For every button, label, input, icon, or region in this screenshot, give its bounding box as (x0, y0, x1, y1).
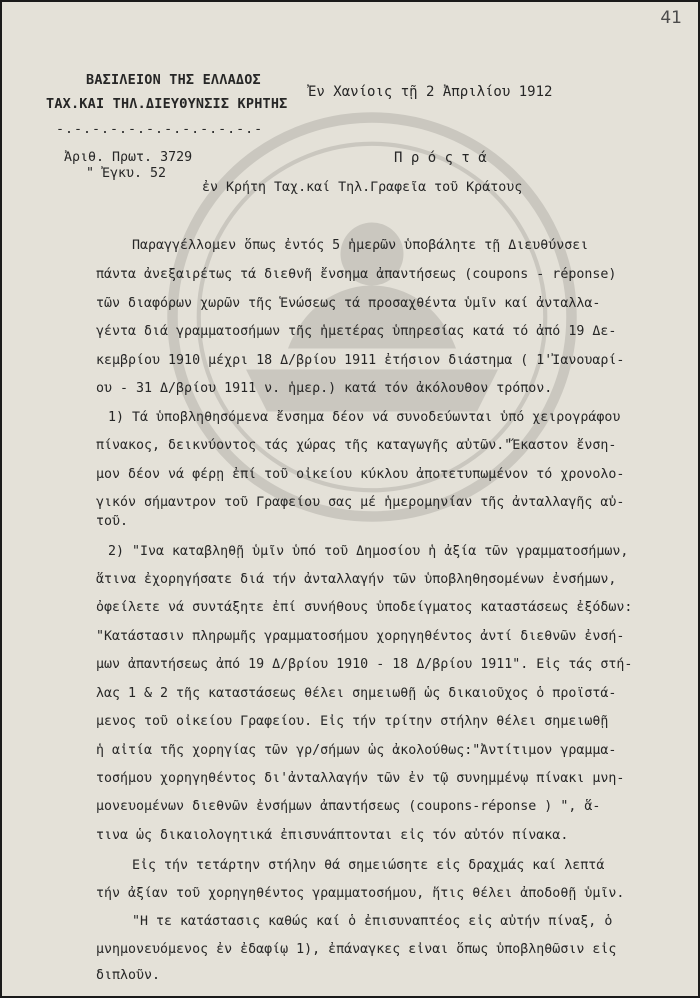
org-name: ΒΑΣΙΛΕΙΟΝ ΤΗΣ ΕΛΛΑΔΟΣ (86, 72, 261, 88)
body-line: πάντα ἀνεξαιρέτως τά διεθνῆ ἔνσημα ἀπαντήσεως (coupons - réponse) (96, 267, 617, 282)
body-line: τοσήμου χορηγηθέντος δι'ἀνταλλαγήν τῶν ἐν τῷ συνημμένῳ πίνακι μνη- (96, 771, 625, 786)
recipient-label: Π ρ ό ς τ ά (394, 150, 487, 166)
body-line: μον δέον νά φέρῃ ἐπί τοῦ οἰκείου κύκλου ἀποτετυπωμένον τό χρονολο- (96, 467, 625, 482)
body-line: ἡ αἰτία τῆς χορηγίας τῶν γρ/σήμων ὡς ἀκολούθως:"Ἀντίτιμον γραμμα- (96, 743, 617, 758)
body-line: τοῦ. (96, 514, 129, 529)
org-department: ΤΑΧ.ΚΑΙ ΤΗΛ.ΔΙΕΥΘΥΝΣΙΣ ΚΡΗΤΗΣ (46, 96, 288, 112)
recipient-line: ἐν Κρήτη Ταχ.καί Τηλ.Γραφεῖα τοῦ Κράτους (202, 180, 523, 195)
watermark-emblem (162, 107, 582, 527)
body-line: μων ἀπαντήσεως ἀπό 19 Δ/βρίου 1910 - 18 Δ/βρίου 1911". Εἰς τάς στή- (96, 657, 633, 672)
body-line: ἅτινα ἐχορηγήσατε διά τήν ἀνταλλαγήν τῶν ὑποβληθησομένων ἐνσήμων, (96, 572, 617, 587)
body-line: τινα ὡς δικαιολογητικά ἐπισυνάπτονται εἰς τόν αὐτόν πίνακα. (96, 828, 569, 843)
body-line: λας 1 & 2 τῆς καταστάσεως θέλει σημειωθῇ ὡς δικαιοῦχος ὁ προϊστά- (96, 686, 617, 701)
header-separator: -.-.-.-.-.-.-.-.-.-.-.- (56, 122, 264, 137)
annex-number: " Ἐγκυ. 52 (86, 166, 167, 181)
body-line: τῶν διαφόρων χωρῶν τῆς Ἑνώσεως τά προσαχθέντα ὑμῖν καί ἀνταλλα- (96, 296, 601, 311)
body-line: 1) Τά ὑποβληθησόμενα ἔνσημα δέον νά συνοδεύωνται ὑπό χειρογράφου (108, 410, 621, 425)
body-line: ου - 31 Δ/βρίου 1911 ν. ἡμερ.) κατά τόν ἀκόλουθον τρόπον. (96, 381, 553, 396)
body-line: τήν ἀξίαν τοῦ χορηγηθέντος γραμματοσήμου, ἥτις θέλει ἀποδοθῇ ὑμῖν. (96, 886, 625, 901)
body-line: μνημονευόμενος ἐν ἐδαφίῳ 1), ἐπάναγκες εἶναι ὅπως ὑποβληθῶσιν εἰς (96, 942, 617, 957)
body-line: πίνακος, δεικνύοντος τάς χώρας τῆς καταγωγῆς αὐτῶν."Ἕκαστον ἔνση- (96, 438, 617, 453)
body-line: μενος τοῦ οἰκείου Γραφείου. Εἰς τήν τρίτην στήλην θέλει σημειωθῇ (96, 714, 609, 729)
body-line: Εἰς τήν τετάρτην στήλην θά σημειώσητε εἰς δραχμάς καί λεπτά (132, 858, 605, 873)
body-line: διπλοῦν. (96, 968, 161, 983)
protocol-number: Ἀριθ. Πρωτ. 3729 (64, 150, 193, 165)
body-line: "Κατάστασιν πληρωμῆς γραμματοσήμου χορηγηθέντος ἀντί διεθνῶν ἐνσή- (96, 629, 625, 644)
place-date: Ἐν Χανίοις τῇ 2 Ἀπριλίου 1912 (308, 84, 553, 100)
body-line: γέντα διά γραμματοσήμων τῆς ἡμετέρας ὑπηρεσίας κατά τό ἀπό 19 Δε- (96, 324, 617, 339)
body-line: γικόν σήμαντρον τοῦ Γραφείου σας μέ ἡμερομηνίαν τῆς ἀνταλλαγῆς αὐ- (96, 495, 625, 510)
page-number: 41 (660, 8, 682, 28)
body-line: Παραγγέλλομεν ὅπως ἐντός 5 ἡμερῶν ὑποβάλητε τῇ Διευθύνσει (132, 238, 589, 253)
body-line: κεμβρίου 1910 μέχρι 18 Δ/βρίου 1911 ἐτήσιον διάστημα ( 1'Ἰανουαρί- (96, 353, 625, 368)
body-line: μονευομένων διεθνῶν ἐνσήμων ἀπαντήσεως (coupons-réponse ) ", ἅ- (96, 799, 601, 814)
body-line: 2) "Ινα καταβληθῇ ὑμῖν ὑπό τοῦ Δημοσίου ἡ ἀξία τῶν γραμματοσήμων, (108, 544, 629, 559)
body-line: "Η τε κατάστασις καθώς καί ὁ ἐπισυναπτέος εἰς αὐτήν πίναξ, ὁ (132, 914, 613, 929)
body-line: ὀφείλετε νά συντάξητε ἐπί συνήθους ὑποδείγματος καταστάσεως ἐξόδων: (96, 600, 633, 615)
